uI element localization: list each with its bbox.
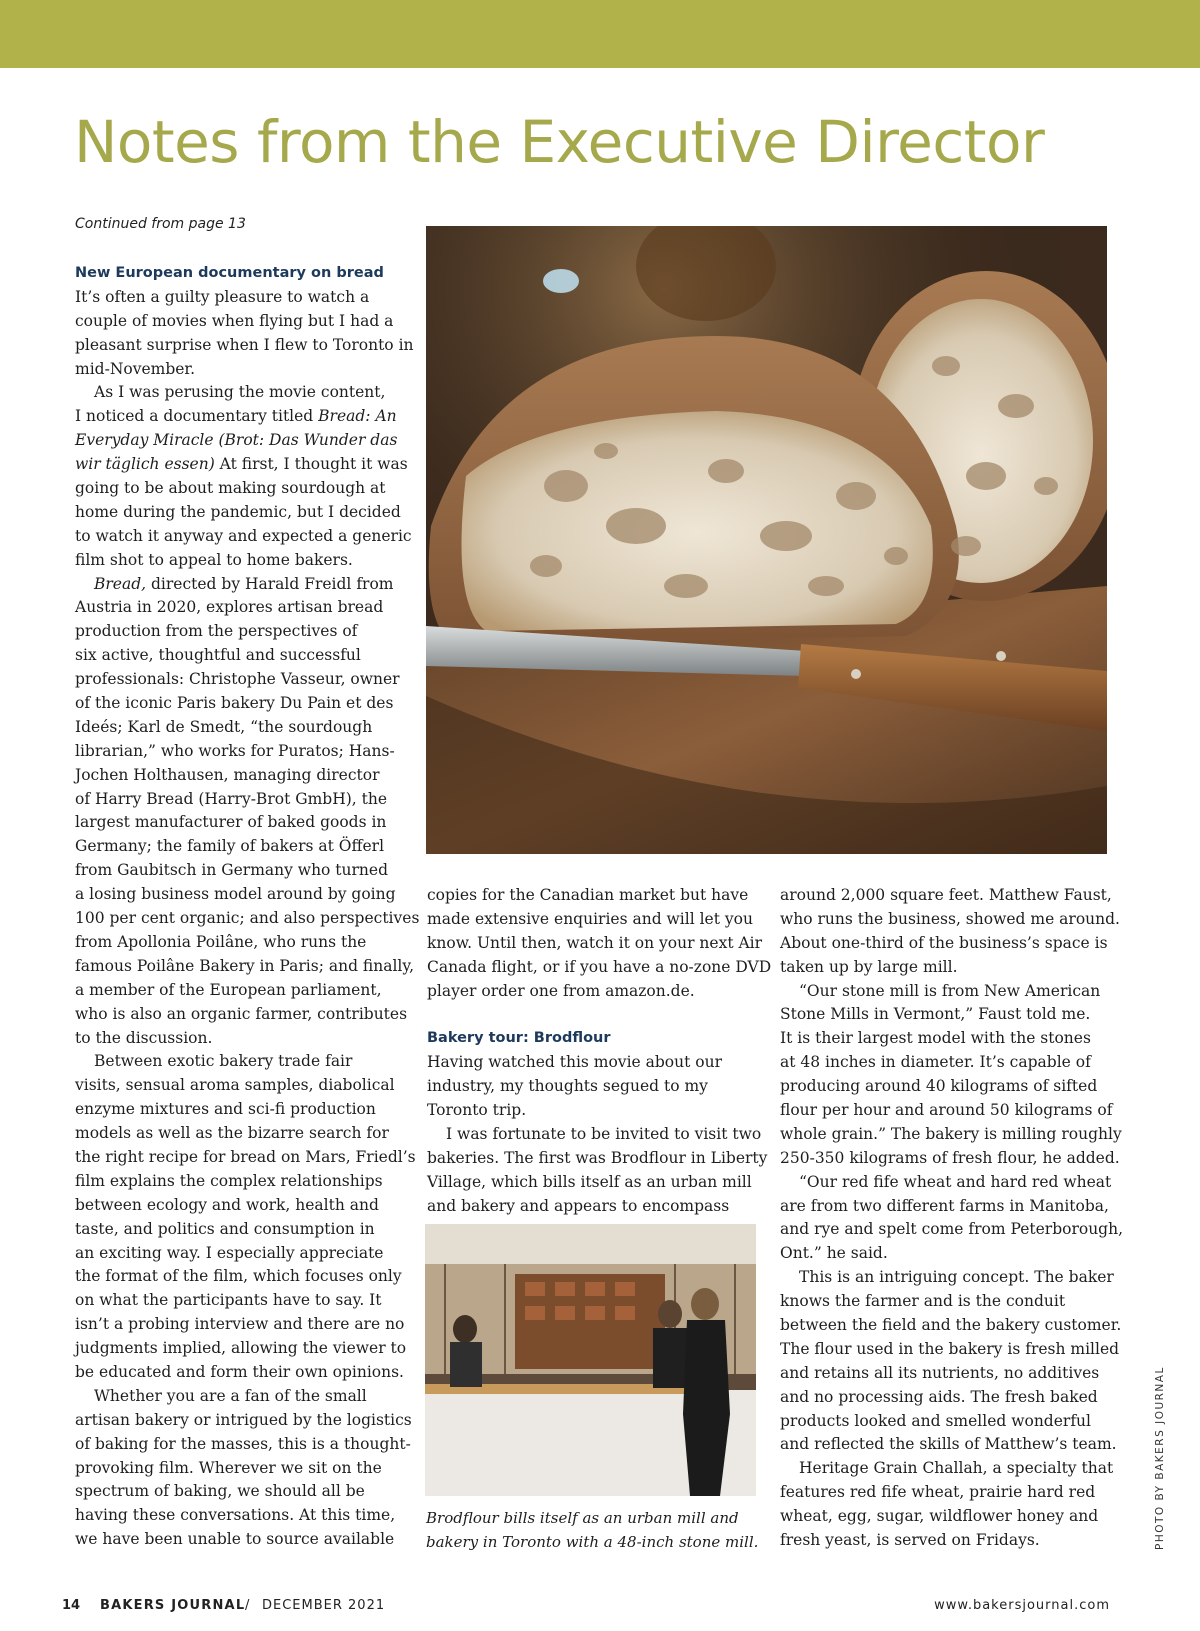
body-text-line: wheat, egg, sugar, wildflower honey and [780, 1507, 1099, 1526]
body-text: isn’t a probing interview and there are no [75, 1315, 405, 1334]
body-text-line [75, 1003, 409, 1027]
body-text-line: flour per hour and around 50 kilograms of [780, 1101, 1113, 1120]
italic-title-text: Bread: An [318, 407, 397, 426]
bakery-interior-photo [425, 1224, 756, 1496]
body-text: Ideés; Karl de Smedt, “the sourdough [75, 717, 373, 736]
body-text: At first, I thought it was [214, 455, 408, 474]
body-text: the right recipe for bread on Mars, Friedl’s [75, 1147, 416, 1166]
body-text: of baking for the masses, this is a thought- [75, 1434, 411, 1453]
body-text-line [75, 501, 409, 525]
body-text: of the iconic Paris bakery Du Pain et des [75, 694, 394, 713]
body-text-line [75, 811, 409, 835]
body-text-line [75, 1170, 409, 1194]
body-text-line [75, 405, 409, 429]
body-text-line: who runs the business, showed me around. [780, 909, 1120, 928]
body-text: to watch it anyway and expected a generic [75, 526, 412, 545]
body-text: As I was perusing the movie content, [94, 383, 386, 402]
body-text: artisan bakery or intrigued by the logistics [75, 1410, 412, 1429]
body-text-line [75, 1146, 416, 1170]
body-text-line [75, 358, 409, 382]
body-text-line: copies for the Canadian market but have [427, 886, 749, 904]
body-text: home during the pandemic, but I decided [75, 502, 401, 521]
body-text-line [75, 1265, 409, 1289]
body-text-line: Heritage Grain Challah, a specialty that [799, 1459, 1114, 1478]
website-url: www.bakersjournal.com [934, 1598, 1110, 1613]
body-text-line [75, 740, 409, 764]
body-text-line: fresh yeast, is served on Fridays. [780, 1531, 1040, 1550]
top-color-banner [0, 0, 1200, 68]
body-text-line: know. Until then, watch it on your next Air [427, 933, 763, 952]
body-text-line [75, 334, 414, 358]
body-text-line [75, 1409, 412, 1433]
body-text: Austria in 2020, explores artisan bread [75, 598, 384, 617]
body-text: largest manufacturer of baked goods in [75, 813, 387, 832]
body-text: from Gaubitsch in Germany who turned [75, 861, 389, 880]
body-text-line: Having watched this movie about our [427, 1053, 722, 1072]
body-text-line: taken up by large mill. [780, 957, 958, 976]
body-text: Between exotic bakery trade fair [94, 1052, 353, 1071]
body-text: pleasant surprise when I flew to Toronto in [75, 335, 414, 354]
body-text-line: About one-third of the business’s space is [780, 933, 1108, 952]
body-text-line: Canada flight, or if you have a no-zone DVD [427, 957, 772, 976]
body-text-line: “Our stone mill is from New American [799, 981, 1101, 1000]
body-text-line: made extensive enquiries and will let you [427, 909, 753, 928]
body-text-line [75, 764, 409, 788]
caption-line: Brodflour bills itself as an urban mill and [426, 1509, 739, 1527]
body-text: six active, thoughtful and successful [75, 646, 361, 665]
body-text-line: Village, which bills itself as an urban mill [427, 1172, 752, 1191]
body-text-line [75, 1457, 409, 1481]
body-text-line: between the field and the bakery customer. [780, 1316, 1122, 1335]
body-text-line [75, 1242, 409, 1266]
body-text: judgments implied, allowing the viewer to [75, 1339, 407, 1358]
body-text-line [75, 931, 409, 955]
body-text: from Apollonia Poilâne, who runs the [75, 932, 367, 951]
body-text: 100 per cent organic; and also perspectives [75, 909, 420, 928]
body-text: having these conversations. At this time, [75, 1506, 396, 1525]
photo-caption [426, 1506, 759, 1554]
body-text: Whether you are a fan of the small [94, 1386, 367, 1405]
body-text: going to be about making sourdough at [75, 479, 386, 498]
footer-separator: / [245, 1598, 250, 1613]
body-text-line [75, 644, 409, 668]
body-text-line: It is their largest model with the stones [780, 1029, 1091, 1048]
body-text: spectrum of baking, we should all be [75, 1482, 365, 1501]
photo-credit: PHOTO BY BAKERS JOURNAL [1154, 1366, 1166, 1550]
body-text-line [75, 596, 409, 620]
body-text: visits, sensual aroma samples, diabolical [75, 1076, 395, 1095]
body-text-line [75, 1480, 409, 1504]
body-text: Germany; the family of bakers at Öfferl [75, 837, 385, 856]
body-text-line [75, 286, 409, 310]
body-text-line [75, 525, 412, 549]
body-text-line: Toronto trip. [427, 1101, 527, 1120]
italic-title-text: Bread, [94, 574, 147, 593]
body-text: to the discussion. [75, 1028, 213, 1047]
body-text-line [75, 1098, 409, 1122]
body-text-line: producing around 40 kilograms of sifted [780, 1077, 1098, 1096]
body-text-line [75, 381, 409, 405]
body-text-line [75, 859, 409, 883]
body-text-line [75, 955, 415, 979]
body-text-line [75, 835, 409, 859]
body-text-line [75, 1050, 409, 1074]
body-text: couple of movies when flying but I had a [75, 311, 394, 330]
body-text-line [75, 883, 409, 907]
body-text-line [75, 788, 409, 812]
section-heading-bakery-tour: Bakery tour: Brodflour [427, 1030, 611, 1047]
body-text-line [75, 549, 409, 573]
body-text-line [75, 429, 409, 453]
body-text: a losing business model around by going [75, 885, 396, 904]
issue-date: DECEMBER 2021 [262, 1598, 386, 1613]
body-text: mid-November. [75, 359, 196, 378]
body-text-line [75, 1074, 409, 1098]
body-text: film shot to appeal to home bakers. [75, 550, 353, 569]
body-text: who is also an organic farmer, contributes [75, 1004, 408, 1023]
caption-line: bakery in Toronto with a 48-inch stone mill. [426, 1533, 759, 1551]
body-text-line: are from two different farms in Manitoba, [780, 1196, 1109, 1215]
body-text: of Harry Bread (Harry-Brot GmbH), the [75, 789, 388, 808]
section-heading-documentary: New European documentary on bread [75, 265, 384, 281]
body-text-line [75, 1122, 409, 1146]
body-text-line: knows the farmer and is the conduit [780, 1292, 1066, 1311]
italic-title-text: wir täglich essen) [75, 455, 215, 474]
body-text: the format of the film, which focuses only [75, 1267, 402, 1286]
body-text: provoking film. Wherever we sit on the [75, 1458, 382, 1477]
body-text-line: whole grain.” The bakery is milling roughly [780, 1124, 1122, 1143]
body-text-line: around 2,000 square feet. Matthew Faust, [780, 886, 1112, 904]
body-text-line [75, 573, 409, 597]
body-text-line: bakeries. The first was Brodflour in Liberty [427, 1148, 768, 1167]
body-text-line [75, 979, 409, 1003]
continued-note: Continued from page 13 [75, 216, 246, 232]
body-text: on what the participants have to say. It [75, 1291, 382, 1310]
body-text-line: at 48 inches in diameter. It’s capable of [780, 1053, 1091, 1072]
body-text-line: industry, my thoughts segued to my [427, 1077, 708, 1096]
body-text-line: and reflected the skills of Matthew’s team. [780, 1435, 1117, 1454]
body-text-line: and no processing aids. The fresh baked [780, 1387, 1098, 1406]
body-text-line [75, 1361, 409, 1385]
body-text: directed by Harald Freidl from [146, 574, 394, 593]
body-text-line: and retains all its nutrients, no additives [780, 1363, 1100, 1382]
bread-illustration [426, 226, 1107, 854]
body-text-line [75, 716, 409, 740]
body-text-line: and rye and spelt come from Peterborough, [780, 1220, 1124, 1239]
body-text-line: products looked and smelled wonderful [780, 1411, 1091, 1430]
body-text: Jochen Holthausen, managing director [75, 765, 380, 784]
body-text-line [75, 692, 409, 716]
bakery-illustration [425, 1224, 756, 1496]
body-text-line: I was fortunate to be invited to visit two [446, 1124, 762, 1143]
body-text: professionals: Christophe Vasseur, owner [75, 670, 400, 689]
body-text: famous Poilâne Bakery in Paris; and finally, [75, 956, 415, 975]
body-text-line: player order one from amazon.de. [427, 981, 695, 1000]
page-number: 14 [62, 1598, 81, 1613]
body-text-line: and bakery and appears to encompass [427, 1196, 730, 1215]
page-footer [62, 1598, 1110, 1618]
body-text-line [75, 1504, 409, 1528]
body-text-line [75, 668, 409, 692]
article-column-2 [427, 884, 772, 1218]
body-text: I noticed a documentary titled [75, 407, 319, 426]
body-text: between ecology and work, health and [75, 1195, 379, 1214]
publication-name: BAKERS JOURNAL [100, 1598, 246, 1613]
body-text-line [75, 1528, 409, 1552]
page-title: Notes from the Executive Director [74, 108, 1045, 176]
body-text: librarian,” who works for Puratos; Hans- [75, 741, 395, 760]
body-text-line [75, 1313, 409, 1337]
body-text-line: features red fife wheat, prairie hard red [780, 1483, 1096, 1502]
body-text-line [75, 1218, 409, 1242]
body-text: models as well as the bizarre search for [75, 1124, 389, 1143]
body-text-line: The flour used in the bakery is fresh milled [780, 1339, 1120, 1358]
body-text: taste, and politics and consumption in [75, 1219, 375, 1238]
body-text-line [75, 1194, 409, 1218]
italic-title-text: Everyday Miracle (Brot: Das Wunder das [75, 431, 398, 450]
body-text-line: 250-350 kilograms of fresh flour, he added. [780, 1148, 1120, 1167]
article-column-3 [780, 884, 1124, 1553]
body-text: we have been unable to source available [75, 1530, 395, 1549]
article-column-1 [75, 262, 420, 1552]
body-text-line [75, 1385, 409, 1409]
body-text-line: “Our red fife wheat and hard red wheat [799, 1172, 1112, 1191]
paragraph-gap [427, 1003, 753, 1027]
body-text-line: Ont.” he said. [780, 1244, 888, 1263]
body-text-line [75, 1027, 409, 1051]
body-text: enzyme mixtures and sci-fi production [75, 1100, 376, 1119]
body-text-line: Stone Mills in Vermont,” Faust told me. [780, 1005, 1091, 1024]
body-text-line [75, 1289, 409, 1313]
body-text-line [75, 620, 409, 644]
body-text: production from the perspectives of [75, 622, 358, 641]
body-text-line [75, 477, 409, 501]
body-text-line [75, 453, 409, 477]
body-text: an exciting way. I especially appreciate [75, 1243, 384, 1262]
body-text: a member of the European parliament, [75, 980, 382, 999]
body-text-line: This is an intriguing concept. The baker [799, 1268, 1114, 1287]
body-text-line [75, 310, 409, 334]
body-text: be educated and form their own opinions. [75, 1362, 404, 1381]
body-text: It’s often a guilty pleasure to watch a [75, 287, 370, 306]
bread-photo [426, 226, 1107, 854]
body-text-line [75, 1433, 409, 1457]
body-text-line [75, 1337, 409, 1361]
body-text: film explains the complex relationships [75, 1171, 383, 1190]
body-text-line [75, 907, 420, 931]
